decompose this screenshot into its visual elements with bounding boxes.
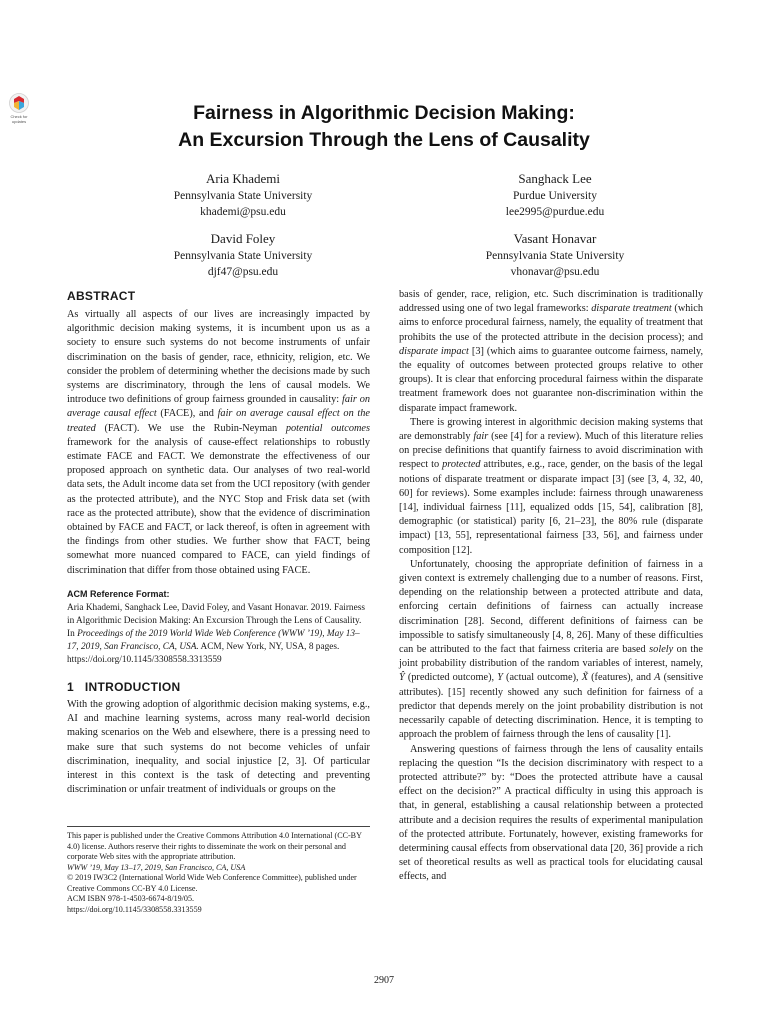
author-block-honavar: [415, 230, 695, 280]
acm-reference-heading: ACM Reference Format:: [67, 588, 170, 599]
author-email[interactable]: djf47@psu.edu: [207, 266, 279, 278]
introduction-heading: 1 INTRODUCTION: [67, 680, 181, 695]
author-block-lee: [415, 170, 695, 220]
author-email[interactable]: lee2995@purdue.edu: [505, 206, 605, 218]
isbn-line: ACM ISBN 978-1-4503-6674-8/19/05.: [67, 894, 195, 903]
title-line-1: Fairness in Algorithmic Decision Making:: [193, 102, 575, 124]
conference-line: WWW ’19, May 13–17, 2019, San Francisco, CA, USA: [67, 862, 246, 872]
author-name: David Foley: [210, 231, 276, 246]
potential-outcomes-term: potential outcomes: [285, 422, 371, 434]
paper-title: [0, 100, 768, 154]
author-affiliation: Pennsylvania State University: [485, 250, 625, 262]
title-line-2: An Excursion Through the Lens of Causality: [178, 129, 590, 151]
intro-paragraph: With the growing adoption of algorithmic decision making systems, e.g., AI and machine learning systems, across many real-world decision making scenarios on the Web and elsewhere, there is a pressing need to make sure that such systems do not become vehicles of unfair discrimination, inequality, and social injustice [2, 3]. Of particular interest in this context is the task of detecting and preventing discrimination or unfair treatment of individuals or groups on the: [67, 699, 370, 796]
body-paragraph: There is growing interest in algorithmic decision making systems that are demonstrably fair (see [4] for a review). Much of this literature relies on precise definitions that quantify fairness to avoid discrimination with respect to protected attributes, e.g., race, gender, on the basis of the legal notions of disparate treatment or disparate impact [3] (see [3, 4, 32, 40, 60] for reviews). Some examples include: fairness through unawareness [14], individual fairness [11], equalized odds [15, 54], calibration [8], demographic (or statistical) parity [6, 21–23], the 80% rule (disparate impact) [13, 55], representational fairness [33, 56], and fairness under composition [12].: [399, 416, 704, 556]
author-name: Sanghack Lee: [518, 171, 592, 186]
badge-label: Check for updates: [10, 114, 28, 124]
right-column: [399, 288, 703, 885]
author-block-foley: [103, 230, 383, 280]
doi-link[interactable]: https://doi.org/10.1145/3308558.3313559: [67, 904, 202, 914]
fact-term: fair on average causal effect on the treated: [67, 408, 370, 434]
author-affiliation: Pennsylvania State University: [173, 190, 313, 202]
abstract-heading: ABSTRACT: [67, 289, 136, 303]
author-email[interactable]: vhonavar@psu.edu: [510, 266, 600, 278]
body-paragraph: Answering questions of fairness through the lens of causality entails replacing the question “Is the decision discriminatory with respect to a protected attribute?” by: “Does the protected attribute have a causal effect on the decision?” A practical difficulty in using this approach is that, in general, establishing a causal relationship between a protected attribute and a decision requires the results of experimental manipulation of the protected attribute. Fortunately, however, existing frameworks for determining causal effects from observational data [20, 36] provide a rich set of theoretical results as well as practical tools for elucidating causal effects, and: [399, 743, 703, 883]
author-name: Vasant Honavar: [513, 231, 597, 246]
license-text: This paper is published under the Creative Commons Attribution 4.0 International (CC-BY 4.0) license. Authors reserve their rights to disseminate the work on their personal and corporate Web sites with the appropriate attribution.: [67, 831, 362, 861]
author-email[interactable]: khademi@psu.edu: [200, 206, 286, 218]
body-paragraph: basis of gender, race, religion, etc. Such discrimination is traditionally addressed using one of two legal frameworks: disparate treatment (which aims to enforce procedural fairness, namely, the equality of treatment that prohibits the use of the protected attribute in the decision process); and disparate impact [3] (which aims to guarantee outcome fairness, namely, the equality of outcomes between protected groups relative to other groups). It is clear that enforcing procedural fairness within the disparate treatment framework does not guarantee non-discrimination within the disparate impact framework.: [399, 289, 704, 414]
copyright-footnote: [67, 826, 370, 915]
page-number: 2907: [374, 975, 394, 986]
copyright-line: © 2019 IW3C2 (International World Wide Web Conference Committee), published under Creative Commons CC-BY 4.0 License.: [67, 873, 357, 893]
author-affiliation: Pennsylvania State University: [173, 250, 313, 262]
author-block-khademi: [103, 170, 383, 220]
author-affiliation: Purdue University: [512, 190, 597, 202]
left-column: [67, 288, 370, 797]
face-term: fair on average causal effect: [67, 394, 371, 420]
acm-reference-text: Aria Khademi, Sanghack Lee, David Foley, and Vasant Honavar. 2019. Fairness in Algorithmic Decision Making: An Excursion Through the Lens of Causality. In Proceedings of the 2019 World Wide Web Conference (WWW ’19), May 13–17, 2019, San Francisco, CA, USA. ACM, New York, NY, USA, 8 pages. https://doi.org/10.1145/3308558.3313559: [67, 603, 365, 666]
body-paragraph: Unfortunately, choosing the appropriate definition of fairness in a given context is extremely challenging due to a number of reasons. First, depending on the relationship between a protected attribute and data, enforcing certain definitions of fairness can actually increase discrimination [28]. Second, different definitions of fairness can be impossible to satisfy simultaneously [4, 8, 26]. Many of these difficulties can be attributed to the fact that fairness criteria are based solely on the joint probability distribution of the random variables of interest, namely, Ŷ (predicted outcome), Y (actual outcome), X̃ (features), and A (sensitive attributes). [15] recently showed any such definition for fairness of a predictor that depends merely on the joint probability distribution is not necessarily capable of detecting discrimination. Hence, it is tempting to approach the problem of fairness through the lens of causality [1].: [399, 558, 704, 741]
abstract-paragraph: As virtually all aspects of our lives are increasingly impacted by algorithmic decision making systems, it is incumbent upon us as a society to ensure such systems do not become instruments of unfair discrimination on the basis of gender, race, ethnicity, religion, etc. We consider the problem of determining whether the decisions made by such systems are discriminatory, through the lens of causal models. We introduce two definitions of group fairness grounded in causality: fair on average causal effect (FACE), and fair on average causal effect on the treated (FACT). We use the Rubin-Neyman potential outcomes framework for the analysis of cause-effect relationships to robustly estimate FACE and FACT. We demonstrate the effectiveness of our proposed approach on synthetic data. Our analyses of two real-world data sets, the Adult income data set from the UCI repository (with gender as the protected attribute), and the NYC Stop and Frisk data set (with race as the protected attribute), show that the evidence of discrimination obtained by FACE and FACT, or lack thereof, is often in agreement with the findings from other studies. We further show that FACT, being somewhat more nuanced compared to FACE, can yield findings of discrimination that differ from those obtained using FACE.: [67, 309, 371, 576]
author-name: Aria Khademi: [205, 171, 280, 186]
venue: Proceedings of the 2019 World Wide Web Conference (WWW ’19), May 13–17, 2019, San Francisco, CA, USA.: [67, 629, 360, 653]
